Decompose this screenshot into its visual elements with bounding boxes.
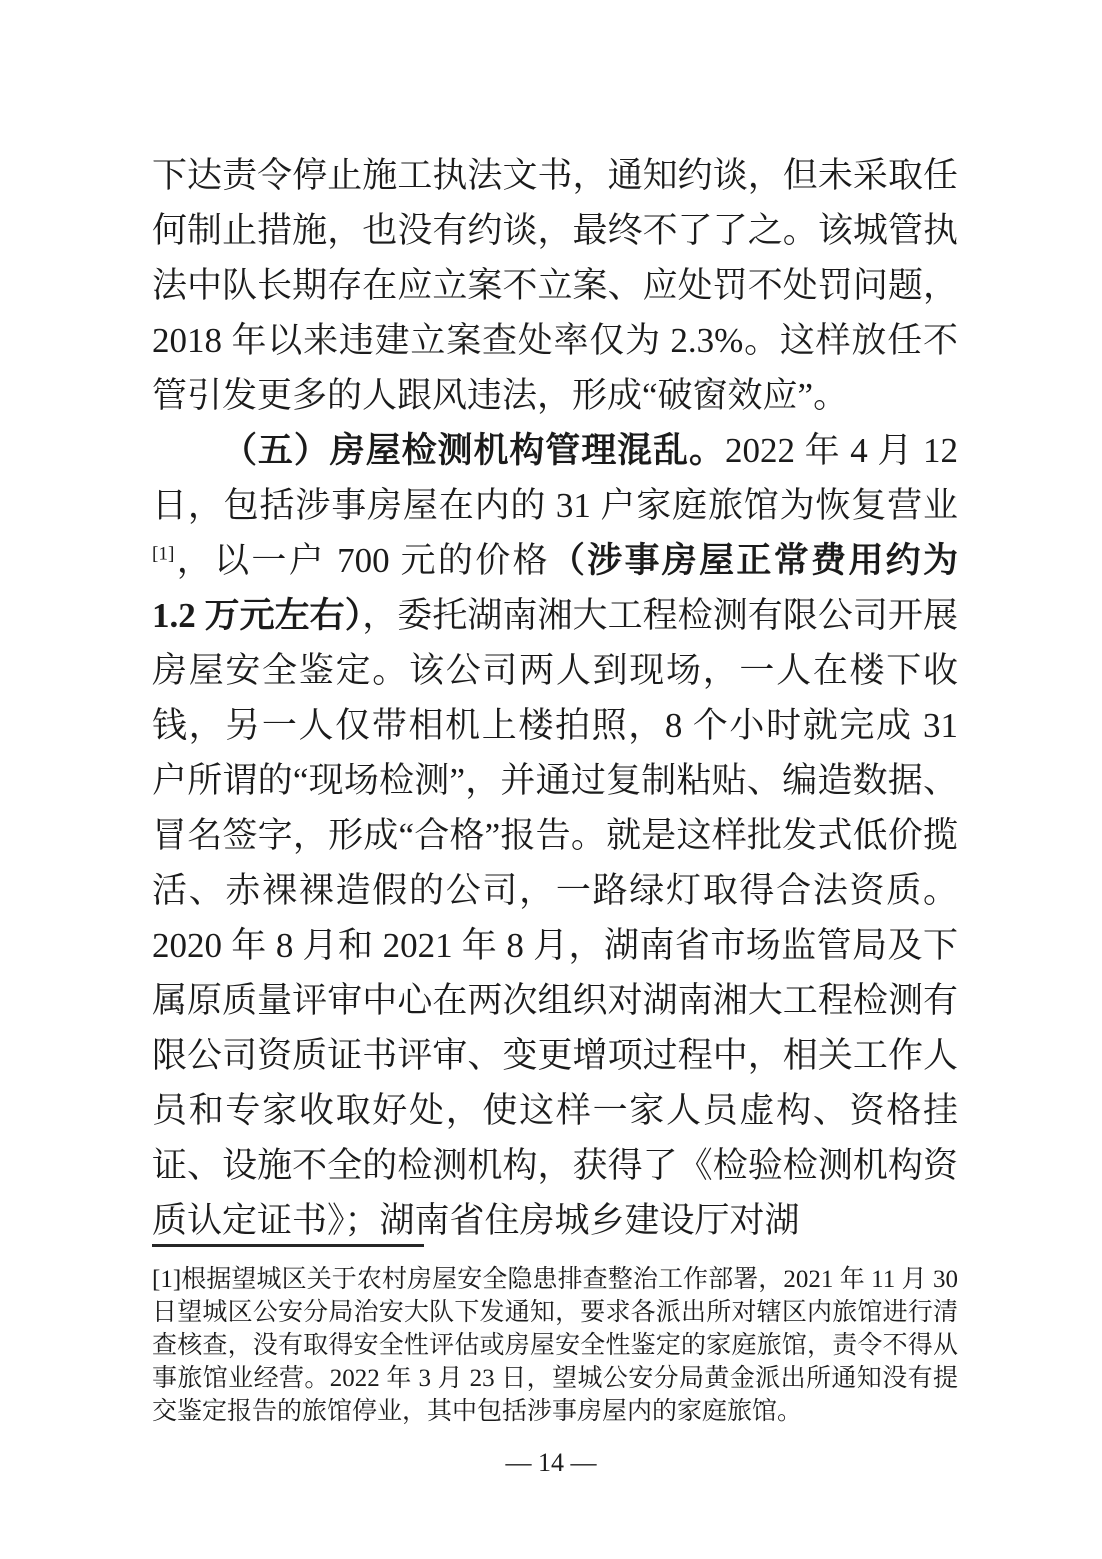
footnote-marker: [1]: [152, 1266, 182, 1293]
text-segment: （涉事房屋正常费用约为 1.2 万元左右）: [152, 541, 958, 635]
text-segment: 2022 年 4 月 12 日，包括涉事房屋在内的 31 户家庭旅馆为恢复营业: [152, 431, 958, 525]
text-segment: ，委托湖南湘大工程检测有限公司开展房屋安全鉴定。该公司两人到现场，一人在楼下收钱，另一人仅带相机上楼拍照，8 个小时就完成 31 户所谓的“现场检测”，并通过复制粘贴、编造数据、冒名签字，形成“合格”报告。就是这样批发式低价揽活、赤裸裸造假的公司，一路绿灯取得合法资质。2020 年 8 月和 2021 年 8 月，湖南省市场监管局及下属原质量评审中心在两次组织对湖南湘大工程检测有限公司资质证书评审、变更增项过程中，相关工作人员和专家收取好处，使这样一家人员虚构、资格挂证、设施不全的检测机构，获得了《检验检测机构资质认定证书》；湖南省住房城乡建设厅对湖: [152, 596, 958, 1240]
paragraph: [152, 148, 958, 423]
paragraph: [152, 423, 958, 1248]
footnote: [152, 1263, 958, 1428]
text-segment: ，以一户 700 元的价格: [174, 541, 550, 580]
text-segment: 下达责令停止施工执法文书，通知约谈，但未采取任何制止措施，也没有约谈，最终不了了之。该城管执法中队长期存在应立案不立案、应处罚不处罚问题，2018 年以来违建立案查处率仅为 2.3%。这样放任不管引发更多的人跟风违法，形成“破窗效应”。: [152, 156, 958, 415]
footnote-reference: [1]: [152, 543, 175, 565]
footnote-section: [152, 1244, 958, 1428]
footnote-body: 根据望城区关于农村房屋安全隐患排查整治工作部署，2021 年 11 月 30 日望城区公安分局治安大队下发通知，要求各派出所对辖区内旅馆进行清查核查，没有取得安全性评估或房屋安全性鉴定的家庭旅馆，责令不得从事旅馆业经营。2022 年 3 月 23 日，望城公安分局黄金派出所通知没有提交鉴定报告的旅馆停业，其中包括涉事房屋内的家庭旅馆。: [152, 1266, 958, 1425]
page-number: — 14 —: [505, 1448, 597, 1477]
document-body: [152, 148, 958, 1248]
footnote-separator: [152, 1244, 424, 1247]
text-segment: （五）房屋检测机构管理混乱。: [222, 431, 725, 470]
